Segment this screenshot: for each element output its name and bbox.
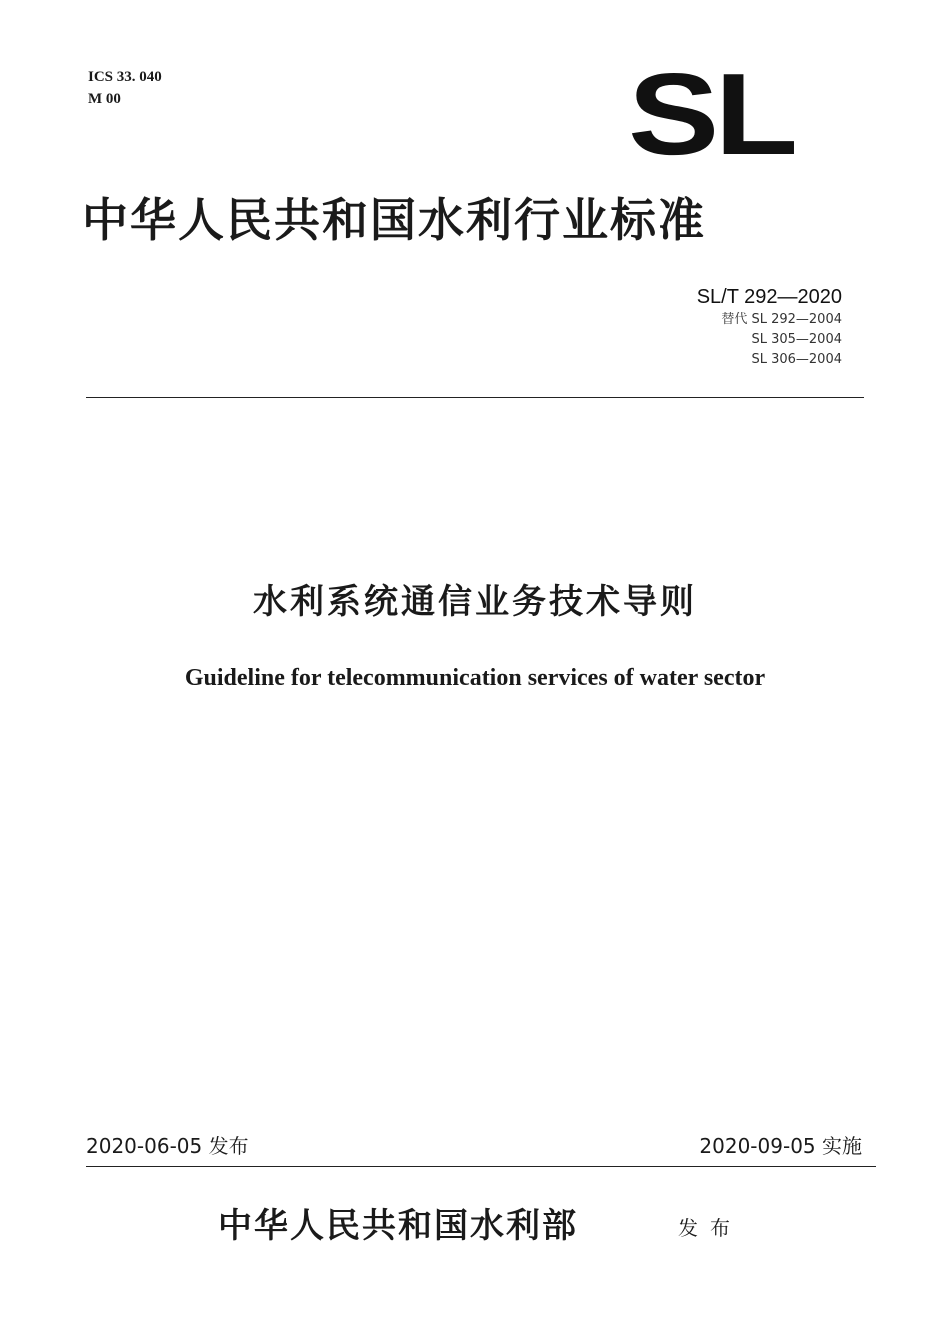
standard-code-block xyxy=(697,284,842,370)
replaces-line-3: SL 306—2004 xyxy=(751,352,842,367)
classification-codes xyxy=(88,66,162,110)
standard-number: SL/T 292—2020 xyxy=(696,286,842,308)
document-title-english: Guideline for telecommunication services of water sector xyxy=(184,665,766,691)
sl-logo: SL xyxy=(628,49,794,179)
document-title-chinese: 水利系统通信业务技术导则 xyxy=(253,582,697,622)
ccs-code: M 00 xyxy=(88,91,121,107)
standard-category-title: 中华人民共和国水利行业标准 xyxy=(82,193,706,247)
publisher-name: 中华人民共和国水利部 xyxy=(218,1206,578,1246)
footer-divider xyxy=(86,1166,876,1167)
replaces-line-2: SL 305—2004 xyxy=(751,332,842,347)
ics-code: ICS 33. 040 xyxy=(88,69,162,85)
header-divider xyxy=(86,397,864,398)
effective-date: 2020-09-05 实施 xyxy=(699,1134,862,1158)
issue-date: 2020-06-05 发布 xyxy=(86,1134,249,1158)
replaces-line-1: 替代 SL 292—2004 xyxy=(721,312,842,327)
publish-label: 发布 xyxy=(678,1216,742,1240)
